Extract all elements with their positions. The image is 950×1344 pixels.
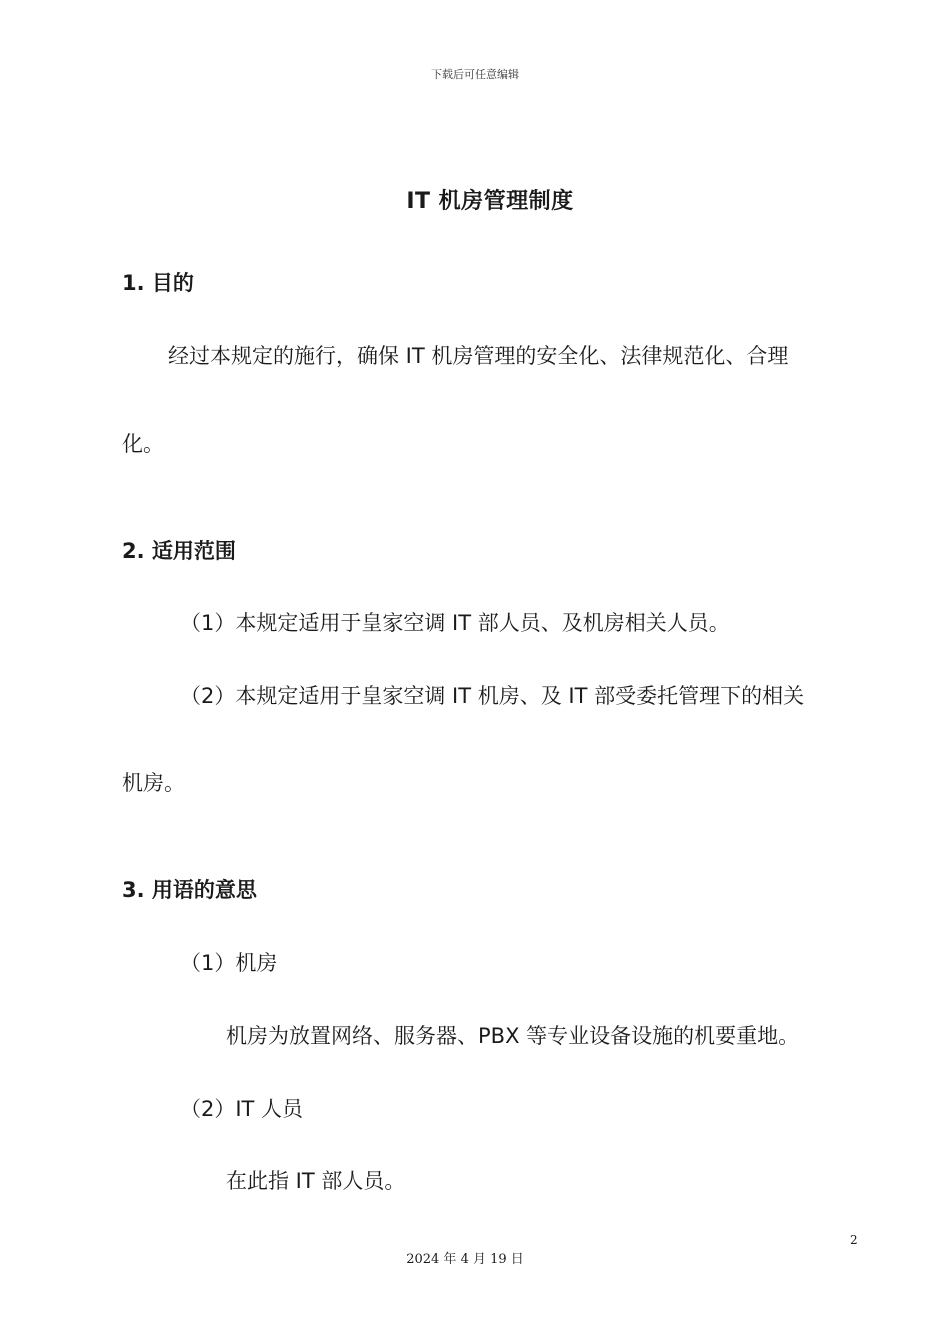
list-item: （2）本规定适用于皇家空调 IT 机房、及 IT 部受委托管理下的相关 bbox=[180, 684, 805, 708]
term-definition: 机房为放置网络、服务器、PBX 等专业设备设施的机要重地。 bbox=[226, 1024, 800, 1048]
list-item: （1）本规定适用于皇家空调 IT 部人员、及机房相关人员。 bbox=[180, 611, 730, 635]
section-heading-scope: 2. 适用范围 bbox=[122, 539, 236, 563]
header-note: 下载后可任意编辑 bbox=[431, 68, 519, 81]
section-heading-terms: 3. 用语的意思 bbox=[122, 878, 257, 902]
paragraph-line: 机房。 bbox=[122, 771, 185, 795]
term-label: （2）IT 人员 bbox=[180, 1097, 304, 1121]
paragraph-line: 经过本规定的施行，确保 IT 机房管理的安全化、法律规范化、合理 bbox=[168, 344, 789, 368]
term-label: （1）机房 bbox=[180, 951, 278, 975]
section-heading-purpose: 1. 目的 bbox=[122, 271, 194, 295]
page-number: 2 bbox=[850, 1233, 858, 1247]
paragraph-line: 化。 bbox=[122, 432, 164, 456]
footer-date: 2024 年 4 月 19 日 bbox=[406, 1252, 524, 1267]
document-title: IT 机房管理制度 bbox=[406, 189, 574, 214]
term-definition: 在此指 IT 部人员。 bbox=[226, 1169, 406, 1193]
